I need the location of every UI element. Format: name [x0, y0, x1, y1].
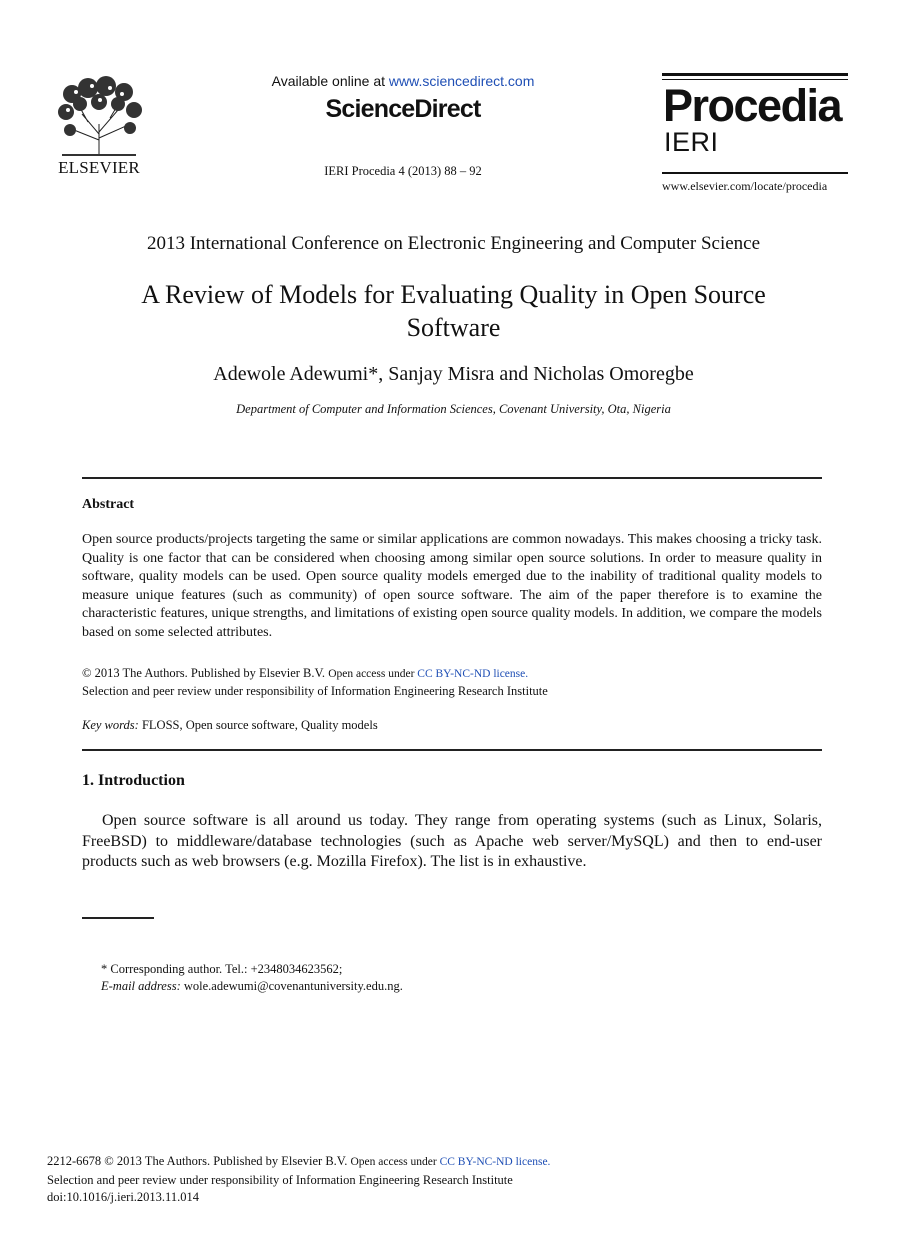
divider-top: [82, 477, 822, 479]
keywords-label: Key words:: [82, 718, 139, 732]
title-line-1: A Review of Models for Evaluating Quality in Open Source: [141, 280, 766, 309]
available-online-line: [200, 73, 606, 89]
keywords-line: [82, 718, 822, 733]
procedia-sub: IERI: [664, 127, 719, 157]
copyright-block: [82, 665, 822, 700]
footer-peer-review: Selection and peer review under responsibility of Information Engineering Research Institute: [47, 1172, 513, 1187]
procedia-rule-bottom: [662, 172, 848, 174]
doi[interactable]: doi:10.1016/j.ieri.2013.11.014: [47, 1190, 199, 1204]
footnote-rule: [82, 917, 154, 919]
elsevier-wordmark: ELSEVIER: [58, 158, 140, 177]
peer-review-note: Selection and peer review under responsibility of Information Engineering Research Institute: [82, 684, 548, 698]
sciencedirect-logo: ScienceDirect: [325, 95, 481, 123]
procedia-url[interactable]: www.elsevier.com/locate/procedia: [662, 179, 828, 193]
license-link[interactable]: CC BY-NC-ND license.: [417, 668, 529, 680]
divider-bottom: [82, 749, 822, 751]
conference-name: 2013 International Conference on Electronic Engineering and Computer Science: [146, 233, 761, 254]
page-footer: [47, 1153, 867, 1207]
procedia-name: Procedia: [663, 80, 842, 131]
email-address[interactable]: wole.adewumi@covenantuniversity.edu.ng.: [180, 979, 403, 993]
procedia-rule-top: [662, 73, 848, 76]
email-label: E-mail address:: [101, 979, 181, 993]
corresponding-author-note: * Corresponding author. Tel.: +2348034623562;: [101, 962, 343, 976]
introduction-heading: 1. Introduction: [82, 772, 185, 789]
keywords-list: FLOSS, Open source software, Quality models: [138, 718, 378, 732]
title-line-2: Software: [406, 313, 501, 342]
abstract-text: Open source products/projects targeting the same or similar applications are common nowadays. This makes choosing a tricky task. Quality is one factor that can be considered when choosing among similar open source solutions. In order to measure quality in software, quality models can be used. Open source quality models emerged due to the inability of traditional quality models to measure unique features (such as community) of open source software. The aim of the paper therefore is to examine the characteristic features, unique strengths, and limitations of existing open source quality models. In addition, we compare the models based on some selected attributes.: [82, 532, 822, 640]
open-access-label: Open access under: [328, 668, 418, 680]
paper-title: [60, 278, 847, 344]
affiliation: Department of Computer and Information Sciences, Covenant University, Ota, Nigeria: [236, 402, 671, 416]
issn-copyright: 2212-6678 © 2013 The Authors. Published by Elsevier B.V.: [47, 1154, 351, 1168]
abstract-heading: Abstract: [82, 497, 135, 512]
procedia-logo: [662, 73, 848, 175]
sciencedirect-link[interactable]: www.sciencedirect.com: [388, 73, 535, 89]
copyright-text: © 2013 The Authors. Published by Elsevier B.V.: [82, 666, 329, 680]
available-online-label: Available online at: [271, 73, 389, 89]
email-note: [101, 979, 403, 994]
footer-open-access: Open access under: [350, 1156, 440, 1168]
journal-reference: IERI Procedia 4 (2013) 88 – 92: [324, 164, 482, 178]
author-list: Adewole Adewumi*, Sanjay Misra and Nicholas Omoregbe: [213, 363, 694, 385]
introduction-text: Open source software is all around us today. They range from operating systems (such as Linux, Solaris, FreeBSD) to middleware/database technologies (such as Apache web server/MySQL) and then to end-user products such as web browsers (e.g. Mozilla Firefox). The list is in exhaustive.: [82, 812, 822, 870]
footer-license-link[interactable]: CC BY-NC-ND license.: [439, 1156, 551, 1168]
